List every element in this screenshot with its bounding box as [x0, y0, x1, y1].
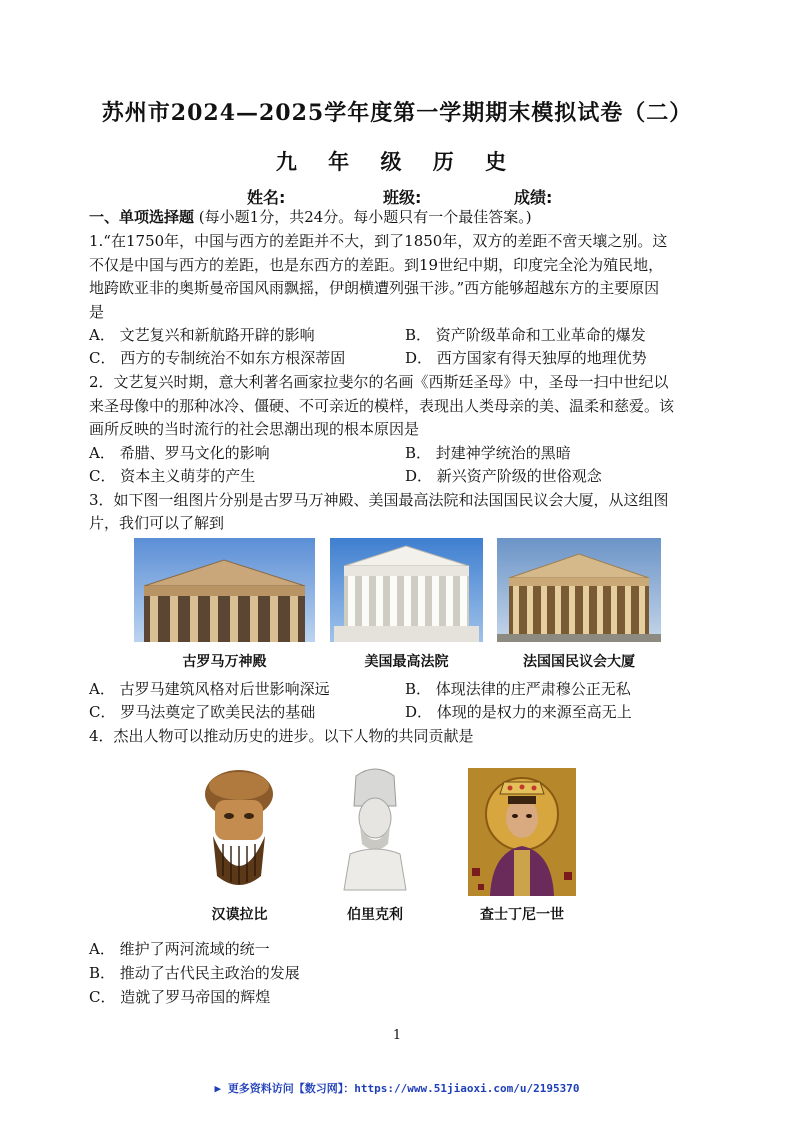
section-heading: 一、单项选择题 — [89, 208, 195, 226]
q4-line-1: 4．杰出人物可以推动历史的进步。以下人物的共同贡献是 — [89, 727, 474, 745]
name-label: 姓名: — [247, 188, 286, 207]
supreme-court-image — [330, 538, 483, 642]
q2-line-1: 2．文艺复兴时期，意大利著名画家拉斐尔的名画《西斯廷圣母》中，圣母一扫中世纪以 — [89, 373, 669, 391]
pantheon-image — [134, 538, 315, 642]
q4-option-a: A． 维护了两河流域的统一 — [89, 940, 270, 958]
caption-national-assembly: 法国国民议会大厦 — [523, 654, 635, 670]
section-heading-line — [89, 205, 709, 229]
q1-line-3: 地跨欧亚非的奥斯曼帝国风雨飘摇，伊朗横遭列强干涉。”西方能够超越东方的主要原因 — [89, 279, 660, 297]
q4-option-b: B． 推动了古代民主政治的发展 — [89, 964, 300, 982]
national-assembly-image — [497, 538, 661, 642]
score-label: 成绩: — [514, 188, 553, 207]
justinian-image — [468, 768, 576, 896]
q3-option-d: D． 体现的是权力的来源至高无上 — [405, 703, 632, 721]
q3-option-b: B． 体现法律的庄严肃穆公正无私 — [405, 680, 631, 698]
pericles-image — [336, 766, 414, 896]
q3-option-c: C． 罗马法奠定了欧美民法的基础 — [89, 703, 316, 721]
exam-subtitle: 九 年 级 历 史 — [275, 149, 519, 174]
section-note: (每小题1分，共24分。每小题只有一个最佳答案。) — [198, 208, 532, 226]
q3-line-2: 片，我们可以了解到 — [89, 514, 225, 532]
q1-option-a: A． 文艺复兴和新航路开辟的影响 — [89, 326, 315, 344]
q2-option-a: A． 希腊、罗马文化的影响 — [89, 444, 270, 462]
q1-line-1: 1.“在1750年，中国与西方的差距并不大，到了1850年，双方的差距不啻天壤之别。这 — [89, 232, 668, 250]
class-label: 班级: — [383, 188, 422, 207]
hammurabi-image — [201, 766, 278, 896]
q1-line-2: 不仅是中国与西方的差距，也是东西方的差距。到19世纪中期，印度完全沦为殖民地， — [89, 256, 664, 274]
page-number: 1 — [392, 1028, 402, 1043]
q3-line-1: 3．如下图一组图片分别是古罗马万神殿、美国最高法院和法国国民议会大厦，从这组图 — [89, 491, 669, 509]
caption-pericles: 伯里克利 — [347, 907, 403, 923]
caption-pantheon: 古罗马万神殿 — [182, 654, 267, 670]
exam-title: 苏州市2024—2025学年度第一学期期末模拟试卷（二） — [101, 100, 693, 126]
q1-option-d: D． 西方国家有得天独厚的地理优势 — [405, 349, 647, 367]
q2-option-b: B． 封建神学统治的黑暗 — [405, 444, 571, 462]
caption-hammurabi: 汉谟拉比 — [211, 907, 268, 923]
caption-justinian: 查士丁尼一世 — [480, 907, 564, 923]
footer-link[interactable]: ▶ 更多资料访问【数习网】：https://www.51jiaoxi.com/u/2195370 — [214, 1082, 580, 1095]
q3-option-a: A． 古罗马建筑风格对后世影响深远 — [89, 680, 330, 698]
q1-line-4: 是 — [89, 303, 105, 321]
q1-option-b: B． 资产阶级革命和工业革命的爆发 — [405, 326, 646, 344]
q2-option-d: D． 新兴资产阶级的世俗观念 — [405, 467, 602, 485]
caption-supreme-court: 美国最高法院 — [364, 654, 449, 670]
q2-option-c: C． 资本主义萌芽的产生 — [89, 467, 256, 485]
q2-line-2: 来圣母像中的那种冰冷、僵硬、不可亲近的模样，表现出人类母亲的美、温柔和慈爱。该 — [89, 397, 675, 415]
q1-option-c: C． 西方的专制统治不如东方根深蒂固 — [89, 349, 346, 367]
q2-line-3: 画所反映的当时流行的社会思潮出现的根本原因是 — [89, 420, 420, 438]
q4-option-c: C． 造就了罗马帝国的辉煌 — [89, 988, 271, 1006]
